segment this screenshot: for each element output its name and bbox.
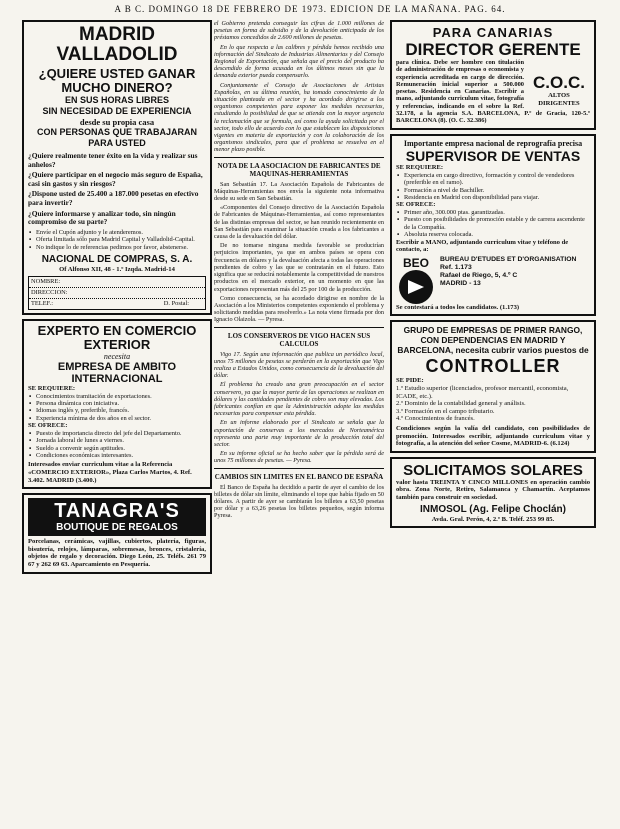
ad-title: PARA CANARIAS xyxy=(432,25,554,40)
article-title: CAMBIOS SIN LIMITES EN EL BANCO DE ESPAÑA xyxy=(214,472,384,481)
list-item: ▪ Experiencia en cargo directivo, formación y control de vendedores (preferible en el ramo). xyxy=(404,172,590,187)
list-item: ▪ Absoluta reserva colocada. xyxy=(404,231,590,238)
list-item: ▪ Primer año, 300.000 ptas. garantizadas. xyxy=(404,209,590,216)
coupon-phone-field[interactable]: TELEF.: D. Postal: xyxy=(31,299,189,307)
list-item: 1.º Estudio superior (licenciados, profesor mercantil, economista, ICADE, etc.). xyxy=(396,384,569,400)
coupon-name-field[interactable]: NOMBRE: xyxy=(29,277,205,288)
article-text: En lo que respecta a las calibres y pérdida hemos recibido una información del Sindicato de Industrias Alimentarias y del Consejo Regional de Exportación, que señala que el precio del producto ha descendido de forma acusada en los últimos meses sin que la demanda exterior pueda compensarlo. xyxy=(214,43,384,80)
ad-brand: NACIONAL DE COMPRAS, S. A. xyxy=(41,253,193,265)
article-text: el Gobierno pretenda conseguir las cifras de 1.000 millones de pesetas en forma de subsidio y de la devolución anticipada de los préstamos concedidos de 2.600 millones de pesetas. xyxy=(214,20,384,42)
ad-controller xyxy=(390,320,596,452)
ad-address: Avda. Gral. Perón, 4, 2.º B. Teléf. 253 99 85. xyxy=(431,515,555,523)
column-left xyxy=(22,20,212,825)
ad-bullet-question: ¿Quiere participar en el negocio más seguro de España, casi sin gastos y sin riesgos? xyxy=(28,170,203,188)
ad-brand-sub: BOUTIQUE DE REGALOS xyxy=(56,522,178,534)
ad-intro: GRUPO DE EMPRESAS DE PRIMER RANGO, CON DEPENDENCIAS EN MADRID Y BARCELONA, necesita cubrir varios puestos de xyxy=(397,325,589,356)
column-right xyxy=(390,20,596,825)
article-text: De no tomarse ninguna medida favorable se producirían perjuicios importantes, ya que en ambos países se opera con frecuencia en dólares y la devaluación afecta a todas las operaciones pendientes de cobro y las que se contratarán en el futuro. Esto significa que se reducirá notablemente la competitividad de nuestros productos en el mercado exterior, en un momento en que las exportaciones representan más del 25 por 100 de la producción. xyxy=(214,242,384,293)
list-item: ▪ Jornada laboral de lunes a viernes. xyxy=(36,437,206,444)
ad-title: INTERNACIONAL xyxy=(71,372,163,385)
article-text: El problema ha creado una gran preocupación en el sector conservero, ya que la mayor parte de las operaciones se realizan en dólares y las cantidades pendientes de cobro son muy elevadas. Los fabricantes confían en que la Administración adopte las medidas necesarias para compensar esta pérdida. xyxy=(214,381,384,418)
ad-bullet-question: ¿Quiere informarse y analizar todo, sin ningún compromiso de su parte? xyxy=(28,208,176,227)
ad-experto xyxy=(22,319,212,489)
requirements-label: SE REQUIERE: xyxy=(28,384,76,392)
list-item: ▪ Condiciones económicas interesantes. xyxy=(36,452,206,459)
article-title: LOS CONSERVEROS DE VIGO HACEN SUS CALCULOS xyxy=(227,331,371,348)
ad-supervisor xyxy=(390,134,596,317)
ad-contact: Escribir a MANO, adjuntando curriculum vitae y teléfono de contacto, a: xyxy=(396,238,569,254)
ad-address: Of Alfonso XII, 48 - 1.º Izqda. Madrid-14 xyxy=(59,265,175,273)
ad-subline: PARA USTED xyxy=(88,138,146,148)
divider xyxy=(214,327,384,328)
ad-subline: CON PERSONAS QUE TRABAJARAN xyxy=(36,127,197,137)
coc-logo xyxy=(528,73,590,108)
list-item: ▪ Puesto con posibilidades de promoción estable y de carrera ascendente de la Compañía. xyxy=(404,216,590,231)
ad-solares xyxy=(390,457,596,528)
list-item: ▪ Conocimientos tramitación de exportaciones. xyxy=(36,393,206,400)
list-item: ▪ Oferta limitada sólo para Madrid Capital y Valladolid-Capital. xyxy=(36,236,206,243)
beo-line: MADRID - 13 xyxy=(440,279,481,287)
list-item: ▪ Envíe el Cupón adjunto y le atenderemos. xyxy=(36,229,206,236)
ad-subtitle: necesita xyxy=(103,351,131,361)
coupon-form xyxy=(28,276,206,310)
ad-contact: Interesados enviar curriculum vitae a la Referencia «COMERCIO EXTERIOR», Plaza Carlos Martos, 4. Ref. 3.402. MADRID (3.400.) xyxy=(28,461,192,484)
list-item: ▪ Puesto de importancia directo del jefe del Departamento. xyxy=(36,430,206,437)
list-item: 4.º Conocimientos de francés. xyxy=(396,415,475,423)
ad-title: SOLICITAMOS SOLARES xyxy=(403,461,583,479)
beo-logo xyxy=(396,256,436,304)
divider xyxy=(214,468,384,469)
ad-title: SUPERVISOR DE VENTAS xyxy=(405,148,581,165)
ad-subtitle: Importante empresa nacional de reprografía precisa xyxy=(403,138,583,148)
ad-body: Porcelanas, cerámicas, vajillas, cubiertos, platería, figuras, bisutería, relojes, lámparas, sobremesas, bronces, cristalería, objetos de regalo y decoración. Diego León, 25. Teléfs. 261 79 67 y 262 69 63. Aparcamiento en Pesquería. xyxy=(28,538,206,568)
column-middle xyxy=(214,20,384,825)
beo-line: Ref. 1.173 xyxy=(440,263,472,271)
article-text: Vigo 17. Según una información que publica un periódico local, unos 75 millones de pesetas se perderán en la exportación que Vigo realiza a Estados Unidos, como consecuencia de la devaluación del dólar. xyxy=(214,350,384,380)
article-text: «Componentes del Consejo directivo de la Asociación Española de Fabricantes de Máquinas-Herramientas, así como representantes de las distintas empresas del sector, se han reunido recientemente en San Sebastián para examinar la situación creada a los fabricantes a causa de la devaluación del dólar. xyxy=(214,204,384,241)
coc-logo-text: C.O.C. xyxy=(533,73,585,92)
article-text: El Banco de España ha decidido a partir de ayer el cambio de los billetes de dólar sin límite, eliminando el tope que había fijado en 50 dólares. A partir de ayer se cambiarán los billetes a 63,50 pesetas por dólar y a 63,26 pesetas los billetes pequeños, según informa Pyresa. xyxy=(214,483,384,520)
article-title: NOTA DE LA ASOCIACION DE FABRICANTES DE MAQUINAS-HERRAMIENTAS xyxy=(217,161,381,178)
ad-nacional-compras xyxy=(22,20,212,315)
ad-body: para clínica. Debe ser hombre con titulación de administración de empresas o economista y experiencia acreditada en cargo de dirección. Remuneración inicial superior a 500.000 pesetas. Residencia en Canarias. Escribir a mano, adjuntando curriculum vitae, fotografía y referencias, indicando en el sobre la Ref. 32.178, a la agencia S.A. BARCELONA, P.º de Gracia, 120-5.º BARCELONA (8). (O. C. 32.386) xyxy=(396,59,590,125)
beo-line: Rafael de Riego, 5, 4.º C xyxy=(440,271,518,279)
ad-logo xyxy=(28,498,206,536)
beo-note: Se contestará a todos los candidatos. (1.173) xyxy=(396,303,520,311)
list-item: ▪ Persona dinámica con iniciativa. xyxy=(36,400,206,407)
coc-logo-sub: ALTOS DIRIGENTES xyxy=(538,92,580,107)
ad-brand: TANAGRA'S xyxy=(54,500,180,523)
offers-label: SE OFRECE: xyxy=(28,422,68,430)
list-item: 3.º Formación en el campo tributario. xyxy=(396,407,495,415)
ad-title: EXPERTO EN COMERCIO xyxy=(37,322,197,338)
list-item: ▪ Residencia en Madrid con disponibilidad para viajar. xyxy=(404,194,590,201)
page-header: A B C. DOMINGO 18 DE FEBRERO DE 1973. EDICION DE LA MAÑANA. PAG. 64. xyxy=(114,4,506,14)
ad-canarias xyxy=(390,20,596,130)
divider xyxy=(214,157,384,158)
list-item: ▪ No indique lo de referencias pedimos por favor, abstenerse. xyxy=(36,244,206,251)
ad-title: DIRECTOR GERENTE xyxy=(405,40,581,59)
ad-question-1: ¿QUIERE USTED GANAR xyxy=(38,66,196,81)
list-item: ▪ Idiomas inglés y, preferible, francés. xyxy=(36,407,206,414)
ad-subline: desde su propia casa xyxy=(79,117,155,127)
beo-line: BUREAU D'ETUDES ET D'ORGANISATION xyxy=(440,255,577,263)
ad-body: Condiciones según la valía del candidato, con posibilidades de promoción. Interesados escribir, adjuntando curriculum vitae y fotografía, a la atención del señor Cosme, MADRID-6. (6.124) xyxy=(396,424,590,448)
ad-title: EMPRESA DE AMBITO xyxy=(57,360,177,373)
ad-subline: SIN NECESIDAD DE EXPERIENCIA xyxy=(42,106,192,116)
ad-city-1: MADRID xyxy=(79,24,155,45)
ad-bullet-question: ¿Quiere realmente tener éxito en la vida y realizar sus anhelos? xyxy=(28,151,198,169)
list-item: ▪ Experiencia mínima de dos años en el sector. xyxy=(36,415,206,422)
list-item: ▪ Sueldo a convenir según aptitudes. xyxy=(36,445,206,452)
ad-title: CONTROLLER xyxy=(425,356,561,377)
list-item: ▪ Formación a nivel de Bachiller. xyxy=(404,187,590,194)
ad-question-2: MUCHO DINERO? xyxy=(61,80,173,95)
ad-tanagras xyxy=(22,493,212,573)
ad-bullet-question: ¿Dispone usted de 25.400 a 187.000 pesetas en efectivo para invertir? xyxy=(28,189,199,207)
coupon-postal-label: D. Postal: xyxy=(163,299,189,307)
ad-brand: INMOSOL (Ag. Felipe Choclán) xyxy=(420,503,566,515)
requirements-label: SE REQUIERE: xyxy=(396,164,444,172)
article-text: En su informe oficial se ha hecho saber que la pérdida será de unos 75 millones de pesetas. — Pyresa. xyxy=(214,450,384,465)
ad-title: EXTERIOR xyxy=(83,336,151,352)
beo-logo-icon xyxy=(399,270,433,304)
coupon-address-field[interactable]: DIRECCION: xyxy=(29,288,205,299)
article-text: Como consecuencia, se ha acordado dirigirse en nombre de la Asociación a los Ministerios competentes exponiendo el problema y solicitando medidas para resolverlo.» La nota viene firmada por don Ignacio Olaizola. — Pyresa. xyxy=(214,294,384,324)
requirements-label: SE PIDE: xyxy=(396,377,424,385)
beo-logo-text: BEO xyxy=(402,255,429,270)
ad-body: valor hasta TREINTA Y CINCO MILLONES en operación cambio obra. Zona Norte, Retiro, Salamanca y Chamartín. Aceptamos también para construir en sociedad. xyxy=(396,478,590,501)
ad-subline: EN SUS HORAS LIBRES xyxy=(64,95,169,105)
article-text: En un informe elaborado por el Sindicato se señala que la exportación de conservas a los mercados de Norteamérica representa una parte muy importante de la producción total del sector. xyxy=(214,419,384,448)
beo-block xyxy=(396,256,590,304)
offers-label: SE OFRECE: xyxy=(396,201,436,209)
list-item: 2.º Dominio de la contabilidad general y análisis. xyxy=(396,400,526,408)
article-text: San Sebastián 17. La Asociación Española de Fabricantes de Máquinas-Herramientas nos envía la siguiente nota informativa desde su sede en San Sebastián. xyxy=(214,180,384,203)
ad-city-2: VALLADOLID xyxy=(56,44,178,65)
article-text: Conjuntamente el Consejo de Asociaciones de Artistas Españolas, en su última reunión, ha tomado conocimiento de la situación planteada en el sector y ha acordado dirigirse a los organismos competentes para exponer las medidas necesarias, estudiando la posibilidad de que se atienda con la mayor urgencia la reclamación que se formula, así como la ayuda solicitada por el sector, todo ello de acuerdo con lo que establecen las disposiciones vigentes en materia de exportación y con la colaboración de los organismos sindicales, para que el problema se resuelva en el menor plazo posible. xyxy=(214,81,384,154)
